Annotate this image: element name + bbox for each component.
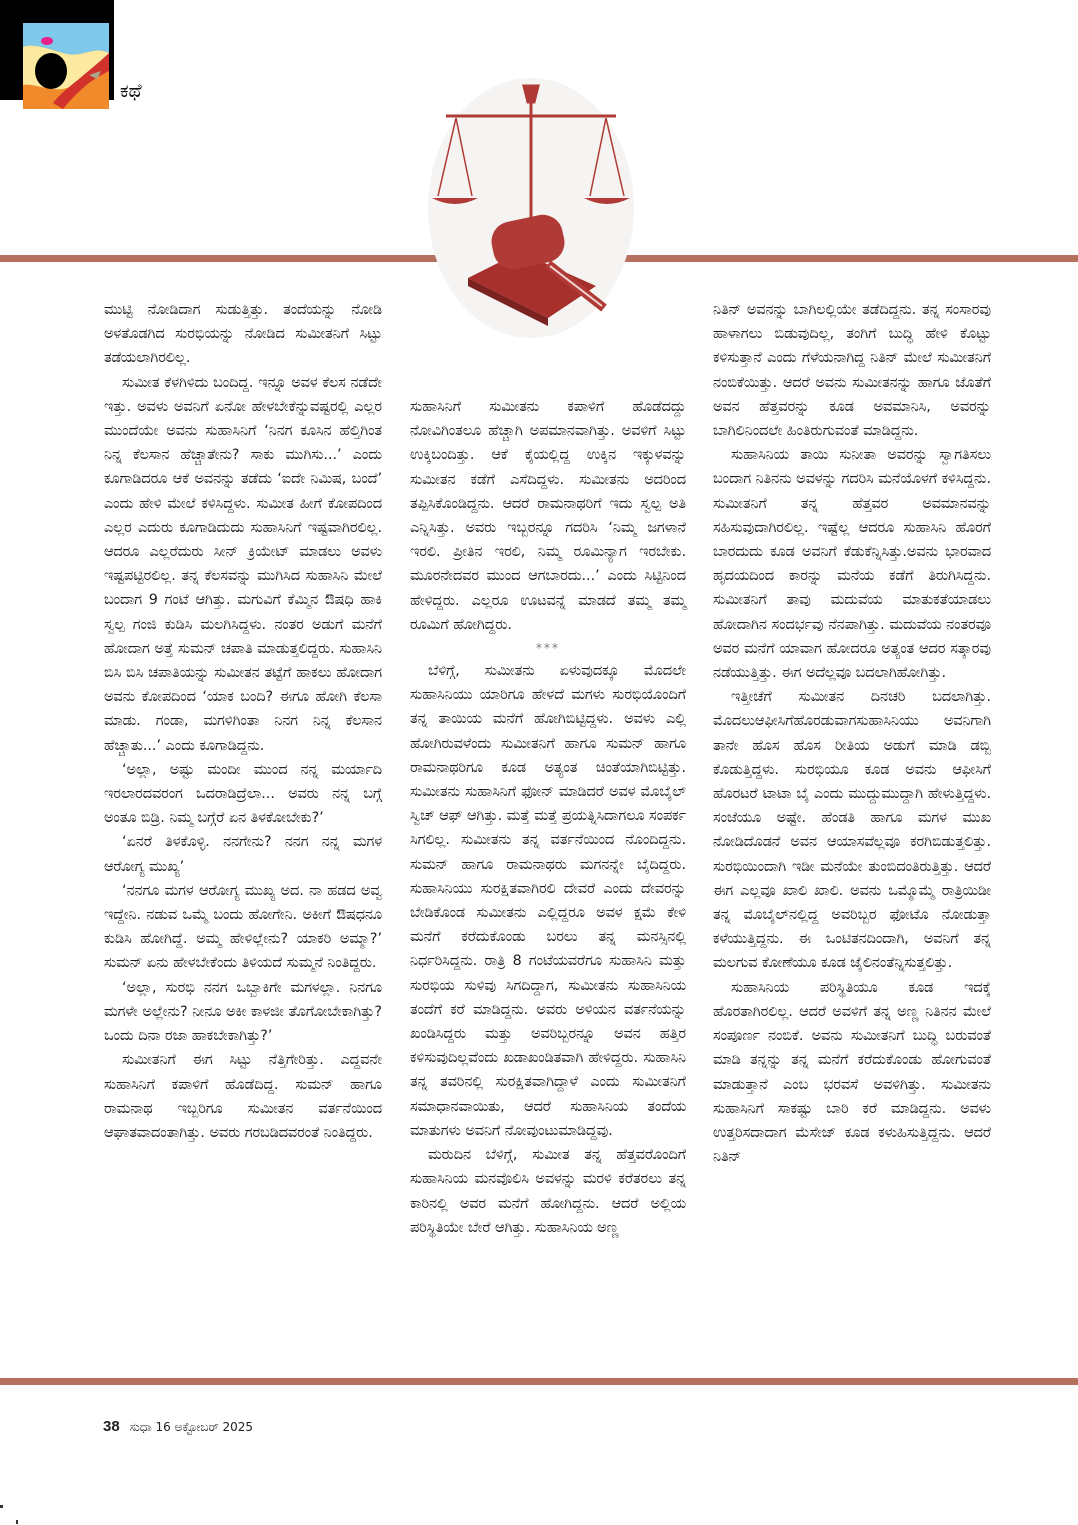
article-column-3: [713, 298, 991, 1169]
paragraph: ‘ಅಲ್ಲಾ, ಅಷ್ಟು ಮಂದೀ ಮುಂದ ನನ್ನ ಮರ್ಯಾದಿ ಇರಲಾರದವರಂಗ ಒದರಾಡಿದ್ರೆಲಾ... ಅವರು ನನ್ನ ಬಗ್ಗೆ ಅಂತೂ ಬಿಡ್ರಿ. ನಿಮ್ಮ ಬಗ್ಗೆರೆ ಏನ ತಿಳಕೋಬೇಕು?’: [104, 761, 382, 827]
page-footer: [103, 1418, 253, 1435]
paragraph: ‘ನನಗೂ ಮಗಳ ಆರೋಗ್ಯ ಮುಖ್ಯ ಅದ. ನಾ ಹಡದ ಅವ್ವ ಇದ್ದೇನಿ. ನಡುವ ಒಮ್ಮೆ ಬಂದು ಹೋಗೇನಿ. ಅಕೀಗೆ ಔಷಧನೂ ಕುಡಿಸಿ ಹೋಗಿದ್ದೆ. ಅಮ್ಮ ಹೇಳಿಲ್ಲೇನು? ಯಾಕರಿ ಅಮ್ಮಾ?’ ಸುಮನ್ ಏನು ಹೇಳಬೇಕೆಂದು ತಿಳಿಯದೆ ಸುಮ್ಮನೆ ನಿಂತಿದ್ದರು.: [104, 882, 382, 972]
paragraph: ‘ಅಲ್ಲಾ, ಸುರಭಿ ನನಗ ಒಬ್ಬಾಕಿಗೇ ಮಗಳಲ್ಲಾ. ನಿನಗೂ ಮಗಳೇ ಅಲ್ಲೇನು? ನೀನೂ ಅಕೀ ಕಾಳಜೀ ತೊಗೋಬೇಕಾಗಿತ್ತು? ಒಂದು ದಿನಾ ರಜಾ ಹಾಕಬೇಕಾಗಿತ್ತು?’: [104, 979, 382, 1045]
paragraph: ಇತ್ತೀಚೆಗೆ ಸುಮೀತನ ದಿನಚರಿ ಬದಲಾಗಿತ್ತು. ಮೊದಲುಆಫೀಸಿಗೆಹೊರಡುವಾಗಸುಹಾಸಿನಿಯು ಅವನಿಗಾಗಿ ತಾನೇ ಹೊಸ ಹೊಸ ರೀತಿಯ ಅಡುಗೆ ಮಾಡಿ ಡಬ್ಬಿ ಕೊಡುತ್ತಿದ್ದಳು. ಸುರಭಿಯೂ ಕೂಡ ಅವನು ಆಫೀಸಿಗೆ ಹೊರಟರೆ ಟಾಟಾ ಬೈ ಎಂದು ಮುದ್ದುಮುದ್ದಾಗಿ ಹೇಳುತ್ತಿದ್ದಳು. ಸಂಜೆಯೂ ಅಷ್ಟೇ. ಹೆಂಡತಿ ಹಾಗೂ ಮಗಳ ಮುಖ ನೋಡಿದೊಡನೆ ಅವನ ಆಯಾಸವೆಲ್ಲವೂ ಕರಗಿಬಿಡುತ್ತಲಿತ್ತು. ಸುರಭಿಯಿಂದಾಗಿ ಇಡೀ ಮನೆಯೇ ತುಂಬಿದಂತಿರುತ್ತಿತ್ತು. ಆದರೆ ಈಗ ಎಲ್ಲವೂ ಖಾಲಿ ಖಾಲಿ. ಅವನು ಒಮ್ಮೊಮ್ಮೆ ರಾತ್ರಿಯಿಡೀ ತನ್ನ ಮೊಬೈಲ್‌ನಲ್ಲಿದ್ದ ಅವರಿಬ್ಬರ ಫೋಟೊ ನೋಡುತ್ತಾ ಕಳೆಯುತ್ತಿದ್ದನು. ಈ ಒಂಟಿತನದಿಂದಾಗಿ, ಅವನಿಗೆ ತನ್ನ ಮಲಗುವ ಕೋಣೆಯೂ ಕೂಡ ಜೈಲಿನಂತೆನ್ನಿಸುತ್ತಲಿತ್ತು.: [713, 689, 991, 972]
paragraph: ಸುಹಾಸಿನಿಯ ಪರಿಸ್ಥಿತಿಯೂ ಕೂಡ ಇದಕ್ಕೆ ಹೊರತಾಗಿರಲಿಲ್ಲ. ಆದರೆ ಅವಳಿಗೆ ತನ್ನ ಅಣ್ಣ ನಿತಿನನ ಮೇಲೆ ಸಂಪೂರ್ಣ ನಂಬಿಕೆ. ಅವನು ಸುಮೀತನಿಗೆ ಬುದ್ಧಿ ಬರುವಂತೆ ಮಾಡಿ ತನ್ನನ್ನು ತನ್ನ ಮನೆಗೆ ಕರೆದುಕೊಂಡು ಹೋಗುವಂತೆ ಮಾಡುತ್ತಾನೆ ಎಂಬ ಭರವಸೆ ಅವಳಿಗಿತ್ತು. ಸುಮೀತನು ಸುಹಾಸಿನಿಗೆ ಸಾಕಷ್ಟು ಬಾರಿ ಕರೆ ಮಾಡಿದ್ದನು. ಅವಳು ಉತ್ತರಿಸದಾದಾಗ ಮೆಸೇಜ್ ಕೂಡ ಕಳುಹಿಸುತ್ತಿದ್ದನು. ಆದರೆ ನಿತಿನ್: [713, 979, 991, 1166]
story-section-logo-icon: [23, 23, 109, 109]
paragraph: ಸುಮೀತನಿಗೆ ಈಗ ಸಿಟ್ಟು ನೆತ್ತಿಗೇರಿತ್ತು. ಎದ್ದವನೇ ಸುಹಾಸಿನಿಗೆ ಕಪಾಳಿಗೆ ಹೊಡೆದಿದ್ದ. ಸುಮನ್ ಹಾಗೂ ರಾಮನಾಥ ಇಬ್ಬರಿಗೂ ಸುಮೀತನ ವರ್ತನೆಯಿಂದ ಆಘಾತವಾದಂತಾಗಿತ್ತು. ಅವರು ಗರಬಡಿದವರಂತೆ ನಿಂತಿದ್ದರು.: [104, 1052, 382, 1141]
paragraph: ಮರುದಿನ ಬೆಳಿಗ್ಗೆ, ಸುಮೀತ ತನ್ನ ಹೆತ್ತವರೊಂದಿಗೆ ಸುಹಾಸಿನಿಯ ಮನವೊಲಿಸಿ ಅವಳನ್ನು ಮರಳಿ ಕರೆತರಲು ತನ್ನ ಕಾರಿನಲ್ಲಿ ಅವರ ಮನೆಗೆ ಹೋಗಿದ್ದನು. ಆದರೆ ಅಲ್ಲಿಯ ಪರಿಸ್ಥಿತಿಯೇ ಬೇರೆ ಆಗಿತ್ತು. ಸುಹಾಸಿನಿಯ ಅಣ್ಣ: [410, 1147, 686, 1236]
paragraph: ಬೆಳಿಗ್ಗೆ, ಸುಮೀತನು ಏಳುವುದಕ್ಕೂ ಮೊದಲೇ ಸುಹಾಸಿನಿಯು ಯಾರಿಗೂ ಹೇಳದೆ ಮಗಳು ಸುರಭಿಯೊಂದಿಗೆ ತನ್ನ ತಾಯಿಯ ಮನೆಗೆ ಹೋಗಿಬಿಟ್ಟಿದ್ದಳು. ಅವಳು ಎಲ್ಲಿ ಹೋಗಿರುವಳೆಂದು ಸುಮೀತನಿಗೆ ಹಾಗೂ ಸುಮನ್ ಹಾಗೂ ರಾಮನಾಥರಿಗೂ ಕೂಡ ಅತ್ಯಂತ ಚಿಂತೆಯಾಗಿಬಿಟ್ಟಿತ್ತು. ಸುಮೀತನು ಸುಹಾಸಿನಿಗೆ ಫೋನ್ ಮಾಡಿದರೆ ಅವಳ ಮೊಬೈಲ್ ಸ್ವಿಚ್ ಆಫ್ ಆಗಿತ್ತು. ಮತ್ತೆ ಮತ್ತೆ ಪ್ರಯತ್ನಿಸಿದಾಗಲೂ ಸಂಪರ್ಕ ಸಿಗಲಿಲ್ಲ. ಸುಮೀತನು ತನ್ನ ವರ್ತನೆಯಿಂದ ನೊಂದಿದ್ದನು. ಸುಮನ್ ಹಾಗೂ ರಾಮನಾಥರು ಮಗನನ್ನೇ ಬೈದಿದ್ದರು. ಸುಹಾಸಿನಿಯು ಸುರಕ್ಷಿತವಾಗಿರಲಿ ದೇವರೆ ಎಂದು ದೇವರನ್ನು ಬೇಡಿಕೊಂಡ ಸುಮೀತನು ಎಲ್ಲಿದ್ದರೂ ಅವಳ ಕ್ಷಮೆ ಕೇಳಿ ಮನೆಗೆ ಕರೆದುಕೊಂಡು ಬರಲು ತನ್ನ ಮನಸ್ಸಿನಲ್ಲಿ ನಿರ್ಧರಿಸಿದ್ದನು. ರಾತ್ರಿ 8 ಗಂಟೆಯವರೆಗೂ ಸುಹಾಸಿನಿ ಮತ್ತು ಸುರಭಿಯ ಸುಳಿವು ಸಿಗದಿದ್ದಾಗ, ಸುಮೀತನು ಸುಹಾಸಿನಿಯ ತಂದೆಗೆ ಕರೆ ಮಾಡಿದ್ದನು. ಅವರು ಅಳಿಯನ ವರ್ತನೆಯನ್ನು ಖಂಡಿಸಿದ್ದರು ಮತ್ತು ಅವರಿಬ್ಬರನ್ನೂ ಅವನ ಹತ್ತಿರ ಕಳಿಸುವುದಿಲ್ಲವೆಂದು ಖಡಾಖಂಡಿತವಾಗಿ ಹೇಳಿದ್ದರು. ಸುಹಾಸಿನಿ ತನ್ನ ತವರಿನಲ್ಲಿ ಸುರಕ್ಷಿತವಾಗಿದ್ದಾಳೆ ಎಂದು ಸುಮೀತನಿಗೆ ಸಮಾಧಾನವಾಯಿತು, ಆದರೆ ಸುಹಾಸಿನಿಯ ತಂದೆಯ ಮಾತುಗಳು ಅವನಿಗೆ ನೋವುಂಟುಮಾಡಿದ್ದವು.: [410, 663, 686, 1139]
article-column-1: [104, 298, 382, 1145]
section-label: ಕಥೆ: [120, 80, 142, 102]
paragraph: ಮುಟ್ಟಿ ನೋಡಿದಾಗ ಸುಡುತ್ತಿತ್ತು. ತಂದೆಯನ್ನು ನೋಡಿ ಅಳತೊಡಗಿದ ಸುರಭಿಯನ್ನು ನೋಡಿದ ಸುಮೀತನಿಗೆ ಸಿಟ್ಟು ತಡೆಯಲಾಗಿರಲಿಲ್ಲ.: [104, 302, 382, 367]
paragraph: ಸುಹಾಸಿನಿಯ ತಾಯಿ ಸುನೀತಾ ಅವರನ್ನು ಸ್ವಾಗತಿಸಲು ಬಂದಾಗ ನಿತಿನನು ಅವಳನ್ನು ಗದರಿಸಿ ಮನೆಯೊಳಗೆ ಕಳಿಸಿದ್ದನು. ಸುಮೀತನಿಗೆ ತನ್ನ ಹೆತ್ತವರ ಅವಮಾನವನ್ನು ಸಹಿಸುವುದಾಗಿರಲಿಲ್ಲ. ಇಷ್ಟೆಲ್ಲ ಆದರೂ ಸುಹಾಸಿನಿ ಹೊರಗೆ ಬಾರದುದು ಕೂಡ ಅವನಿಗೆ ಕೆಡುಕೆನ್ನಿಸಿತ್ತು.ಅವನು ಭಾರವಾದ ಹೃದಯದಿಂದ ಕಾರನ್ನು ಮನೆಯ ಕಡೆಗೆ ತಿರುಗಿಸಿದ್ದನು. ಸುಮೀತನಿಗೆ ತಾವು ಮದುವೆಯ ಮಾತುಕತೆಯಾಡಲು ಹೋದಾಗಿನ ಸಂದರ್ಭವು ನೆನಪಾಗಿತ್ತು. ಮದುವೆಯ ನಂತರವೂ ಅವರ ಮನೆಗೆ ಯಾವಾಗ ಹೋದರೂ ಅತ್ಯಂತ ಆದರ ಸತ್ಕಾರವು ನಡೆಯುತ್ತಿತ್ತು. ಈಗ ಅದೆಲ್ಲವೂ ಬದಲಾಗಿಹೋಗಿತ್ತು.: [713, 447, 991, 682]
section-separator: ***: [536, 641, 560, 656]
scales-of-justice-gavel-icon: [428, 68, 634, 338]
article-column-2: [410, 395, 686, 1240]
paragraph: ಸುಮೀತ ಕೆಳಗಿಳಿದು ಬಂದಿದ್ದ. ಇನ್ನೂ ಅವಳ ಕೆಲಸ ನಡೆದೇ ಇತ್ತು. ಅವಳು ಅವನಿಗೆ ಏನೋ ಹೇಳಬೇಕೆನ್ನುವಷ್ಟರಲ್ಲಿ ಎಲ್ಲರ ಮುಂದೆಯೇ ಅವನು ಸುಹಾಸಿನಿಗೆ ‘ನಿನಗ ಕೂಸಿನ ಹೆಲ್ತಿಗಿಂತ ನಿನ್ನ ಕೆಲಸಾನ ಹೆಚ್ಚಾತೇನು? ಸಾಕು ಮುಗಿಸು...’ ಎಂದು ಕೂಗಾಡಿದರೂ ಆಕೆ ಅವನನ್ನು ತಡೆದು ‘ಐದೇ ನಿಮಿಷ, ಬಂದೆ’ ಎಂದು ಹೇಳಿ ಮೇಲೆ ಕಳಿಸಿದ್ದಳು. ಸುಮೀತ ಹೀಗೆ ಕೋಪದಿಂದ ಎಲ್ಲರ ಎದುರು ಕೂಗಾಡಿದುದು ಸುಹಾಸಿನಿಗೆ ಇಷ್ಟವಾಗಿರಲಿಲ್ಲ. ಆದರೂ ಎಲ್ಲರೆದುರು ಸೀನ್ ಕ್ರಿಯೇಟ್ ಮಾಡಲು ಅವಳು ಇಷ್ಟಪಟ್ಟಿರಲಿಲ್ಲ. ತನ್ನ ಕೆಲಸವನ್ನು ಮುಗಿಸಿದ ಸುಹಾಸಿನಿ ಮೇಲೆ ಬಂದಾಗ 9 ಗಂಟೆ ಆಗಿತ್ತು. ಮಗುವಿಗೆ ಕೆಮ್ಮಿನ ಔಷಧಿ ಹಾಕಿ ಸ್ವಲ್ಪ ಗಂಜಿ ಕುಡಿಸಿ ಮಲಗಿಸಿದ್ದಳು. ನಂತರ ಅಡುಗೆ ಮನೆಗೆ ಹೋದಾಗ ಅತ್ತೆ ಸುಮನ್ ಚಪಾತಿ ಮಾಡುತ್ತಲಿದ್ದರು. ಸುಹಾಸಿನಿ ಬಿಸಿ ಬಿಸಿ ಚಪಾತಿಯನ್ನು ಸುಮೀತನ ತಟ್ಟೆಗೆ ಹಾಕಲು ಹೋದಾಗ ಅವನು ಕೋಪದಿಂದ ‘ಯಾಕ ಬಂದಿ? ಈಗೂ ಹೋಗಿ ಕೆಲಸಾ ಮಾಡು. ಗಂಡಾ, ಮಗಳಿಗಿಂತಾ ನಿನಗ ನಿನ್ನ ಕೆಲಸಾನ ಹೆಚ್ಚಾತು...’ ಎಂದು ಕೂಗಾಡಿದ್ದನು.: [104, 374, 382, 754]
bottom-divider-rule: [0, 1378, 1078, 1385]
publication-date: ಸುಧಾ 16 ಅಕ್ಟೋಬರ್ 2025: [129, 1420, 254, 1434]
scan-mark: [0, 1505, 3, 1508]
scan-mark: [16, 1520, 18, 1524]
paragraph: ನಿತಿನ್ ಅವನನ್ನು ಬಾಗಿಲಲ್ಲಿಯೇ ತಡೆದಿದ್ದನು. ತನ್ನ ಸಂಸಾರವು ಹಾಳಾಗಲು ಬಿಡುವುದಿಲ್ಲ, ತಂಗಿಗೆ ಬುದ್ಧಿ ಹೇಳಿ ಕೊಟ್ಟು ಕಳಿಸುತ್ತಾನೆ ಎಂದು ಗೆಳೆಯನಾಗಿದ್ದ ನಿತಿನ್ ಮೇಲೆ ಸುಮೀತನಿಗೆ ನಂಬಿಕೆಯಿತ್ತು. ಆದರೆ ಅವನು ಸುಮೀತನನ್ನು ಹಾಗೂ ಜೊತೆಗೆ ಅವನ ಹೆತ್ತವರನ್ನು ಕೂಡ ಅವಮಾನಿಸಿ, ಅವರನ್ನು ಬಾಗಿಲಿನಿಂದಲೇ ಹಿಂತಿರುಗುವಂತೆ ಮಾಡಿದ್ದನು.: [713, 302, 991, 440]
page-number: 38: [103, 1418, 120, 1435]
paragraph: ಸುಹಾಸಿನಿಗೆ ಸುಮೀತನು ಕಪಾಳಿಗೆ ಹೊಡೆದದ್ದು ನೋವಿಗಿಂತಲೂ ಹೆಚ್ಚಾಗಿ ಅಪಮಾನವಾಗಿತ್ತು. ಅವಳಿಗೆ ಸಿಟ್ಟು ಉಕ್ಕಿಬಂದಿತ್ತು. ಆಕೆ ಕೈಯಲ್ಲಿದ್ದ ಉಕ್ಕಿನ ಇಕ್ಕುಳವನ್ನು ಸುಮೀತನ ಕಡೆಗೆ ಎಸೆದಿದ್ದಳು. ಸುಮೀತನು ಅದರಿಂದ ತಪ್ಪಿಸಿಕೊಂಡಿದ್ದನು. ಆದರೆ ರಾಮನಾಥರಿಗೆ ಇದು ಸ್ವಲ್ಪ ಅತಿ ಎನ್ನಿಸಿತ್ತು. ಅವರು ಇಬ್ಬರನ್ನೂ ಗದರಿಸಿ ‘ನಿಮ್ಮ ಜಗಳಾನೆ ಇರಲಿ. ಪ್ರೀತಿನ ಇರಲಿ, ನಿಮ್ಮ ರೂಮಿನ್ಯಾಗ ಇರಬೇಕು. ಮೂರನೇದವರ ಮುಂದ ಆಗಬಾರದು...’ ಎಂದು ಸಿಟ್ಟಿನಿಂದ ಹೇಳಿದ್ದರು. ಎಲ್ಲರೂ ಊಟವನ್ನೆ ಮಾಡದೆ ತಮ್ಮ ತಮ್ಮ ರೂಮಿಗೆ ಹೋಗಿದ್ದರು.: [410, 399, 686, 633]
paragraph: ‘ಏನರೆ ತಿಳಕೊಳ್ಳಿ. ನನಗೇನು? ನನಗ ನನ್ನ ಮಗಳ ಆರೋಗ್ಯ ಮುಖ್ಯ’: [104, 834, 382, 875]
